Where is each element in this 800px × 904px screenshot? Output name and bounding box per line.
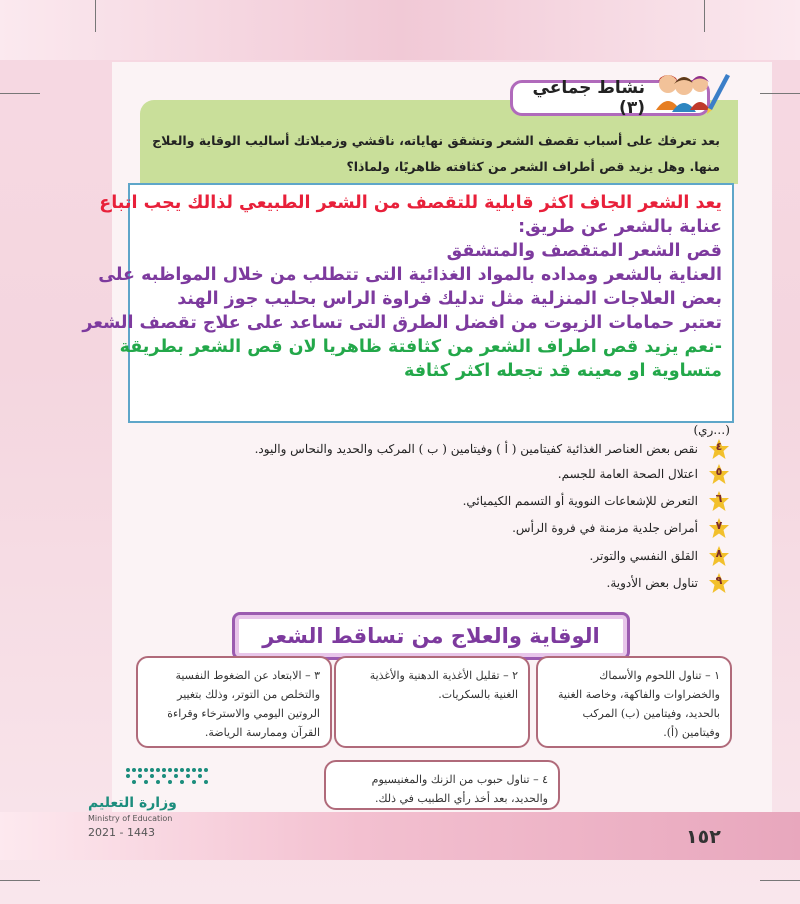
ministry-name-arabic: وزارة التعليم xyxy=(88,795,177,811)
crop-mark xyxy=(760,880,800,881)
answer-line: قص الشعر المتقصف والمتشقق xyxy=(446,241,722,261)
crop-mark xyxy=(0,880,40,881)
page-number: ١٥٢ xyxy=(686,826,721,848)
crop-mark xyxy=(95,0,96,32)
list-item-text: القلق النفسي والتوتر. xyxy=(589,549,698,563)
ministry-logo-icon xyxy=(88,762,228,792)
top-decorative-band xyxy=(0,0,800,60)
section-title-text: الوقاية والعلاج من تساقط الشعر xyxy=(262,624,600,648)
activity-title: نشاط جماعي (٣) xyxy=(532,78,645,118)
list-item xyxy=(607,571,731,595)
crop-mark xyxy=(760,93,800,94)
list-item xyxy=(590,544,730,568)
section-title xyxy=(232,612,630,660)
list-item-text: تناول بعض الأدوية. xyxy=(606,576,698,590)
crop-mark xyxy=(704,0,705,32)
answer-line: -نعم يزيد قص اطراف الشعر من كثافتة ظاهريا لان قص الشعر بطريقة xyxy=(119,337,722,357)
star-number-icon: ٧ xyxy=(708,517,730,539)
list-item-text: التعرض للإشعاعات النووية أو التسمم الكيميائي. xyxy=(462,494,698,508)
prevention-card-3: ٣ – الابتعاد عن الضغوط النفسية والتخلص من التوتر، وذلك بتغيير الروتين اليومي والاسترخاء وقراءة القرآن وممارسة الرياضة. xyxy=(136,656,332,748)
star-number-icon: ٤ xyxy=(708,438,730,460)
list-item xyxy=(463,489,730,513)
question-line: بعد تعرفك على أسباب تقصف الشعر وتشقق نهاياته، ناقشي وزميلاتك أساليب الوقاية والعلاج xyxy=(152,133,720,148)
answer-line: بعض العلاجات المنزلية مثل تدليك فراوة الراس بحليب جوز الهند xyxy=(177,289,722,309)
answer-text-box[interactable] xyxy=(82,183,734,423)
question-text xyxy=(150,128,720,180)
prevention-card-1: ١ – تناول اللحوم والأسماك والخضراوات والفاكهة، وخاصة الغنية بالحديد، وفيتامين (ب) المركب وفيتامين (أ). xyxy=(536,656,732,748)
star-number-icon: ٦ xyxy=(708,490,730,512)
edition-year: 2021 - 1443 xyxy=(88,826,155,839)
star-number-icon: ٨ xyxy=(708,545,730,567)
list-item-text: أمراض جلدية مزمنة في فروة الرأس. xyxy=(512,521,698,535)
group-students-icon xyxy=(650,66,730,116)
prevention-card-2: ٢ – تقليل الأغذية الدهنية والأغذية الغنية بالسكريات. xyxy=(334,656,530,748)
answer-line: متساوية او معينه قد تجعله اكثر كثافة xyxy=(403,361,722,381)
ministry-name-english: Ministry of Education xyxy=(88,814,173,823)
question-line: منها. وهل يزيد قص أطراف الشعر من كثافته ظاهريًا، ولماذا؟ xyxy=(346,159,720,174)
crop-mark xyxy=(0,93,40,94)
list-item xyxy=(255,437,730,461)
list-item-text: نقص بعض العناصر الغذائية كفيتامين ( أ ) وفيتامين ( ب ) المركب والحديد والنحاس واليود. xyxy=(254,442,698,456)
prevention-card-4: ٤ – تناول حبوب من الزنك والمغنيسيوم والحديد، بعد أخذ رأي الطبيب في ذلك. xyxy=(324,760,560,810)
list-item-text: اعتلال الصحة العامة للجسم. xyxy=(557,467,698,481)
answer-line: يعد الشعر الجاف اكثر قابلية للتقصف من الشعر الطبيعي لذالك يجب اتباع xyxy=(99,193,722,213)
answer-line: تعتبر حمامات الزيوت من افضل الطرق التى تساعد على علاج تقصف الشعر xyxy=(82,313,722,333)
answer-line: العناية بالشعر ومداده بالمواد الغذائية التى تتطلب من خلال المواظبه على xyxy=(98,265,722,285)
list-item xyxy=(558,462,730,486)
list-item xyxy=(512,516,730,540)
star-number-icon: ٩ xyxy=(708,572,730,594)
partial-item-text: (…ري) xyxy=(693,423,730,437)
answer-line: عناية بالشعر عن طريق: xyxy=(518,217,722,237)
star-number-icon: ٥ xyxy=(708,463,730,485)
